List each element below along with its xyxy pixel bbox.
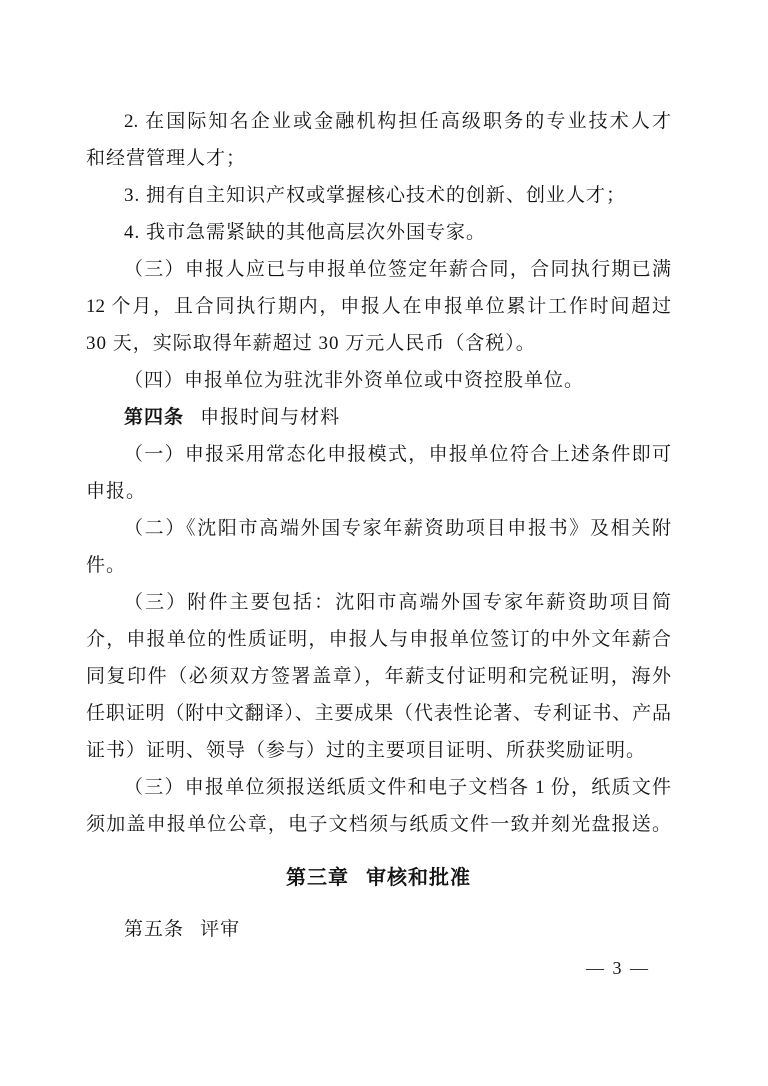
body-line: 2. 在国际知名企业或金融机构担任高级职务的专业技术人才 — [124, 111, 671, 132]
body-line: 须加盖申报单位公章，电子文档须与纸质文件一致并刻光盘报送。 — [86, 814, 671, 835]
chapter-3-label: 第三章 — [286, 867, 349, 889]
body-line: 任职证明（附中文翻译）、主要成果（代表性论著、专利证书、产品 — [86, 703, 671, 724]
body-line: 12 个月，且合同执行期内，申报人在申报单位累计工作时间超过 — [86, 296, 671, 317]
body-line: 30 天，实际取得年薪超过 30 万元人民币（含税）。 — [86, 333, 536, 354]
article-4-title: 申报时间与材料 — [200, 407, 341, 428]
article-5-label: 第五条 — [124, 919, 185, 940]
chapter-3-heading — [86, 859, 671, 897]
article-4-label: 第四条 — [124, 407, 185, 428]
body-line: 证书）证明、领导（参与）过的主要项目证明、所获奖励证明。 — [86, 740, 647, 761]
article-4-heading — [86, 399, 671, 436]
body-line: （三）申报人应已与申报单位签定年薪合同，合同执行期已满 — [124, 259, 671, 280]
body-line: （三）附件主要包括：沈阳市高端外国专家年薪资助项目简 — [124, 592, 671, 613]
body-line: 和经营管理人才； — [86, 148, 247, 169]
article-5-heading — [86, 911, 671, 948]
article-5-title: 评审 — [200, 919, 241, 940]
body-line: （四）申报单位为驻沈非外资单位或中资控股单位。 — [124, 370, 585, 391]
body-line: 3. 拥有自主知识产权或掌握核心技术的创新、创业人才； — [124, 185, 627, 206]
page-number: — 3 — — [586, 958, 650, 978]
body-line: （二）《沈阳市高端外国专家年薪资助项目申报书》及相关附 — [124, 518, 671, 539]
body-line: （一）申报采用常态化申报模式，申报单位符合上述条件即可 — [124, 444, 671, 465]
body-line: 申报。 — [86, 481, 147, 502]
body-line: 同复印件（必须双方签署盖章），年薪支付证明和完税证明，海外 — [86, 666, 671, 687]
body-line: 介，申报单位的性质证明，申报人与申报单位签订的中外文年薪合 — [86, 629, 671, 650]
body-line: （三）申报单位须报送纸质文件和电子文档各 1 份，纸质文件 — [124, 777, 671, 798]
chapter-3-title: 审核和批准 — [366, 867, 471, 889]
body-line: 件。 — [86, 555, 127, 576]
body-line: 4. 我市急需紧缺的其他高层次外国专家。 — [124, 222, 487, 243]
